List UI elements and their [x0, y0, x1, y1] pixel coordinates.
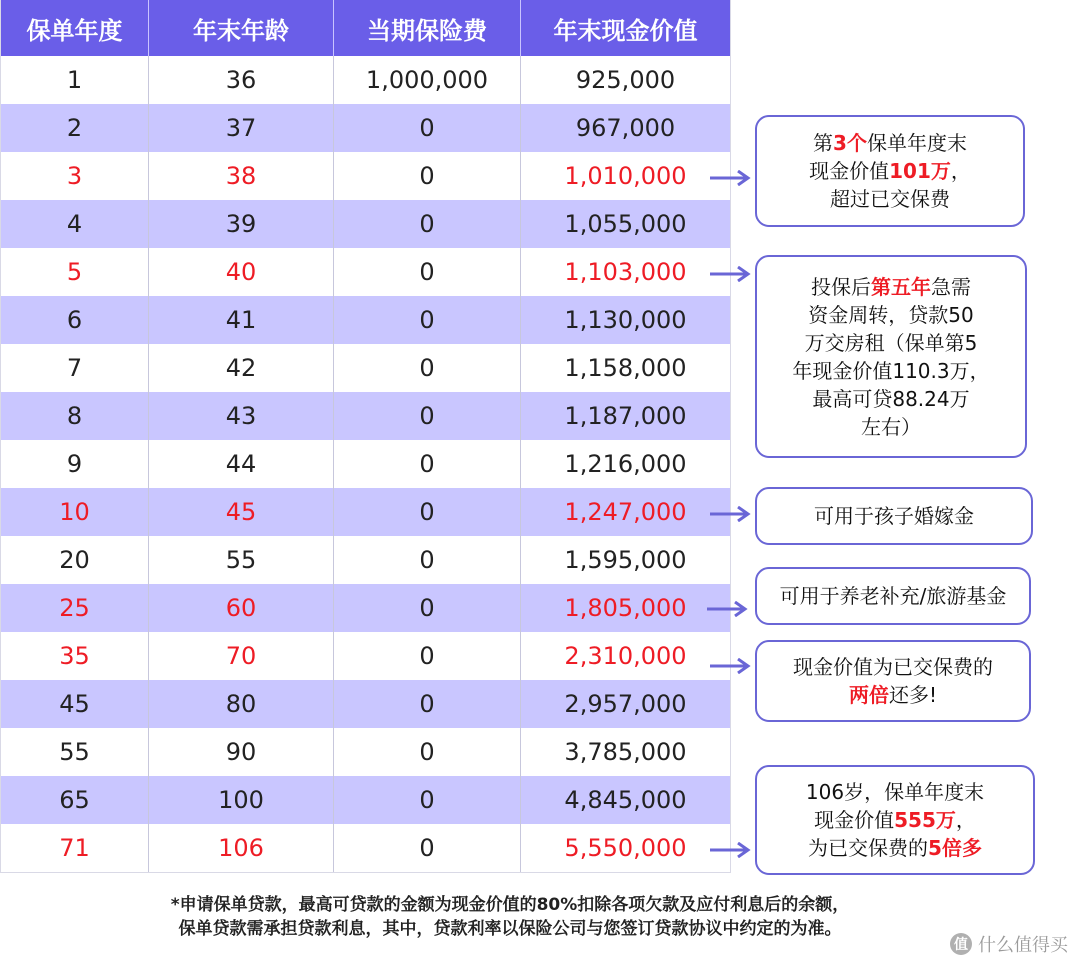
arrow-right-icon — [707, 601, 749, 617]
table-row — [1, 632, 731, 680]
table-row — [1, 200, 731, 248]
table-row — [1, 680, 731, 728]
cell-cash-value: 1,216,000 — [564, 450, 687, 478]
table-row — [1, 344, 731, 392]
cell-premium: 0 — [334, 392, 521, 440]
callout-highlight: 101万 — [889, 159, 951, 183]
cell-cash-value: 2,957,000 — [521, 680, 731, 728]
callout-text — [809, 129, 971, 213]
cell-policy-year: 20 — [1, 536, 149, 584]
cell-age: 43 — [149, 392, 334, 440]
header-age: 年末年龄 — [149, 0, 334, 56]
callout-text — [780, 582, 1007, 610]
arrow-right-icon — [710, 842, 752, 858]
callout-text-part: 现金价值为已交保费的 — [793, 655, 993, 679]
callout-text-part: 还多! — [888, 683, 938, 707]
cell-premium: 0 — [334, 488, 521, 536]
cell-policy-year: 8 — [1, 392, 149, 440]
cell-cash-value: 1,247,000 — [521, 488, 731, 536]
table-row — [1, 152, 731, 200]
cell-policy-year: 1 — [1, 56, 149, 104]
callout-year-71 — [755, 765, 1035, 875]
callout-text-part: 可用于养老补充/旅游基金 — [779, 584, 1007, 608]
callout-text-part: ， 超过已交保费 — [830, 159, 971, 211]
cell-cash-value: 1,158,000 — [564, 354, 687, 382]
cell-premium: 0 — [334, 200, 521, 248]
cell-age: 41 — [149, 296, 334, 344]
cell-age: 42 — [149, 344, 334, 392]
table-row — [1, 440, 731, 488]
header-policy-year: 保单年度 — [1, 0, 149, 56]
callout-year-35 — [755, 640, 1031, 722]
watermark — [950, 931, 1068, 957]
arrow-right-icon — [710, 170, 752, 186]
table-header-row — [1, 0, 731, 56]
header-premium: 当期保险费 — [334, 0, 521, 56]
cell-cash-value: 1,187,000 — [521, 392, 731, 440]
cell-policy-year: 65 — [1, 776, 149, 824]
arrow-right-icon — [710, 266, 752, 282]
callout-year-3 — [755, 115, 1025, 227]
callout-year-5 — [755, 255, 1027, 458]
table-row — [1, 584, 731, 632]
cell-cash-value: 1,805,000 — [521, 584, 731, 632]
callout-text — [793, 653, 993, 709]
cell-policy-year: 35 — [1, 632, 149, 680]
table-row — [1, 296, 731, 344]
table-row — [1, 536, 731, 584]
cell-age: 37 — [149, 104, 334, 152]
cell-premium: 0 — [334, 536, 521, 584]
cell-cash-value: 1,103,000 — [564, 258, 687, 286]
cell-policy-year: 5 — [1, 248, 149, 296]
cell-premium: 0 — [334, 584, 521, 632]
cell-policy-year: 25 — [1, 584, 149, 632]
cell-cash-value: 1,130,000 — [521, 296, 731, 344]
cell-cash-value: 1,055,000 — [521, 200, 731, 248]
cell-age: 100 — [149, 776, 334, 824]
callout-highlight: 555万 — [894, 808, 956, 832]
cell-age: 55 — [149, 536, 334, 584]
cell-age: 80 — [149, 680, 334, 728]
cell-policy-year: 10 — [1, 488, 149, 536]
cell-age: 39 — [149, 200, 334, 248]
cell-premium: 0 — [334, 632, 521, 680]
table-row — [1, 248, 731, 296]
header-cash-value: 年末现金价值 — [521, 0, 731, 56]
cell-cash-value: 4,845,000 — [521, 776, 731, 824]
cell-premium: 0 — [334, 344, 521, 392]
cell-policy-year: 2 — [1, 104, 149, 152]
callout-highlight: 3个 — [833, 131, 867, 155]
cell-age: 70 — [149, 632, 334, 680]
callout-year-10 — [755, 487, 1033, 545]
cell-cash-value: 967,000 — [521, 104, 731, 152]
cell-premium: 0 — [334, 248, 521, 296]
cell-premium: 0 — [334, 824, 521, 873]
arrow-right-icon — [710, 506, 752, 522]
cell-cash-value: 1,595,000 — [564, 546, 687, 574]
cell-premium: 0 — [334, 296, 521, 344]
cell-age: 60 — [149, 584, 334, 632]
cell-cash-value: 2,310,000 — [564, 642, 687, 670]
table-row — [1, 824, 731, 873]
callout-highlight: 5倍多 — [928, 836, 982, 860]
arrow-right-icon — [710, 658, 752, 674]
callout-text-part: ， 为已交保费的 — [808, 808, 976, 860]
cell-policy-year: 3 — [1, 152, 149, 200]
cell-policy-year: 71 — [1, 824, 149, 873]
footnote-line-1: *申请保单贷款，最高可贷款的金额为现金价值的80%扣除各项欠款及应付利息后的余额， — [170, 895, 850, 915]
cell-premium: 0 — [334, 440, 521, 488]
callout-text-part: 投保后 — [810, 274, 871, 299]
cell-premium: 0 — [334, 152, 521, 200]
cell-cash-value: 5,550,000 — [521, 824, 731, 873]
cell-age: 45 — [149, 488, 334, 536]
cell-premium: 0 — [334, 776, 521, 824]
callout-highlight: 第五年 — [870, 274, 931, 299]
cell-premium: 1,000,000 — [334, 56, 521, 104]
callout-highlight: 两倍 — [848, 683, 889, 707]
cell-age: 38 — [149, 152, 334, 200]
callout-text-part: 第 — [813, 131, 834, 155]
table-row — [1, 488, 731, 536]
callout-text-part: 可用于孩子婚嫁金 — [814, 504, 974, 528]
table-row — [1, 104, 731, 152]
cell-age: 106 — [149, 824, 334, 873]
callout-text-part: 106岁，保单年度末 现金价值 — [805, 780, 985, 832]
watermark-text: 什么值得买 — [978, 935, 1068, 956]
callout-text-part: 保单年度末 现金价值 — [809, 131, 967, 183]
table-row — [1, 776, 731, 824]
cell-cash-value: 925,000 — [575, 66, 676, 94]
table-row — [1, 392, 731, 440]
cell-age: 40 — [149, 248, 334, 296]
callout-text-part: 急需 资金周转，贷款50 万交房租（保单第5 年现金价值110.3万， 最高可贷88.24万 左右） — [792, 274, 990, 439]
callout-year-25 — [755, 567, 1031, 625]
footnote — [60, 893, 960, 941]
table-row — [1, 728, 731, 776]
cell-policy-year: 7 — [1, 344, 149, 392]
cell-age: 90 — [149, 728, 334, 776]
cell-cash-value: 1,010,000 — [564, 162, 687, 190]
footnote-line-2: 保单贷款需承担贷款利息，其中，贷款利率以保险公司与您签订贷款协议中约定的为准。 — [178, 919, 842, 939]
cell-age: 44 — [149, 440, 334, 488]
cell-premium: 0 — [334, 680, 521, 728]
watermark-logo-icon: 值 — [950, 933, 972, 955]
cell-age: 36 — [149, 56, 334, 104]
cell-policy-year: 6 — [1, 296, 149, 344]
cell-policy-year: 4 — [1, 200, 149, 248]
cell-premium: 0 — [334, 728, 521, 776]
callout-text — [792, 273, 989, 441]
table-row — [1, 56, 731, 104]
cell-policy-year: 45 — [1, 680, 149, 728]
cell-premium: 0 — [334, 104, 521, 152]
cell-policy-year: 55 — [1, 728, 149, 776]
callout-text — [814, 502, 974, 530]
callout-text — [806, 778, 984, 862]
cell-policy-year: 9 — [1, 440, 149, 488]
cell-cash-value: 3,785,000 — [564, 738, 687, 766]
